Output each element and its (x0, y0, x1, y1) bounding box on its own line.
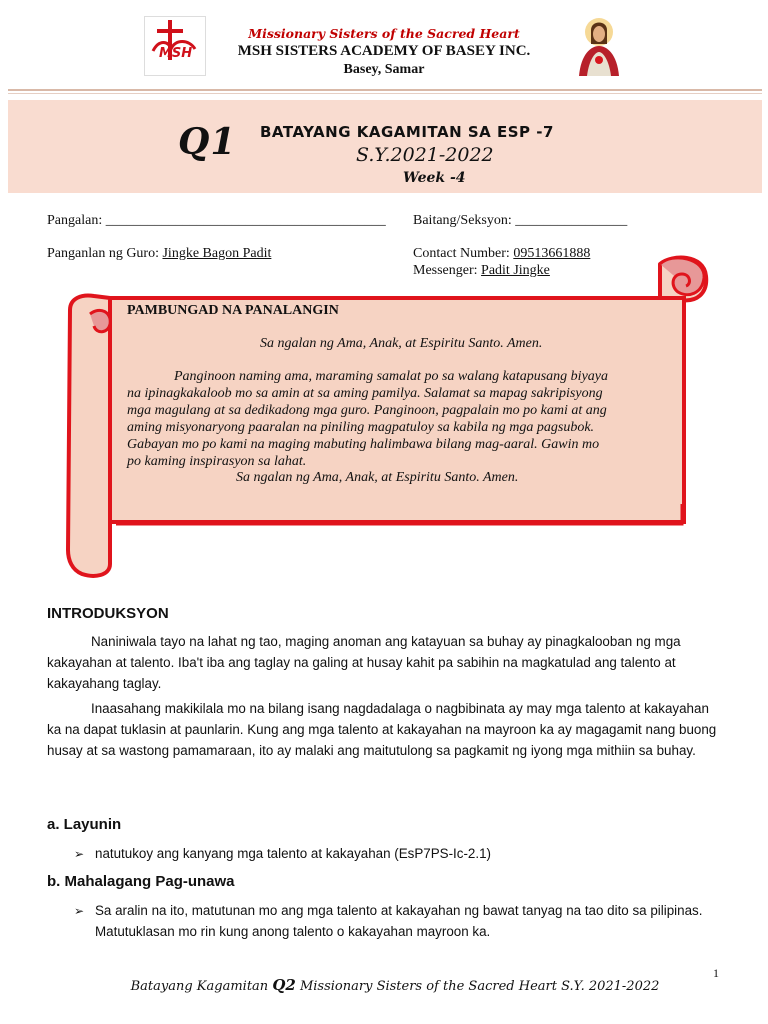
objectives-text: natutukoy ang kanyang mga talento at kakayahan (EsP7PS-Ic-2.1) (95, 846, 492, 861)
logo-text: MSH (159, 46, 193, 61)
teacher-name: Jingke Bagon Padit (162, 246, 272, 261)
contact-label: Contact Number: (413, 246, 514, 261)
prayer-opening: Sa ngalan ng Ama, Anak, at Espiritu Santo. Amen. (260, 336, 543, 351)
prayer-line: Panginoon naming ama, maraming samalat po sa walang katapusang biyaya (174, 369, 608, 384)
page-number: 1 (713, 966, 719, 980)
contact-number[interactable]: 09513661888 (513, 246, 591, 261)
prayer-line: Gabayan mo po kami na maging mabuting halimbawa bilang mag-aaral. Gawin mo (127, 437, 600, 452)
academy-location: Basey, Samar (343, 62, 425, 77)
understanding-heading: b. Mahalagang Pag-unawa (47, 873, 235, 890)
prayer-line: aming misyonaryong paaralan na piniling magpatuloy sa kabila ng mga pagsubok. (127, 420, 595, 435)
sacred-heart-image (569, 14, 629, 76)
subject-title: BATAYANG KAGAMITAN SA ESP -7 (260, 123, 554, 141)
prayer-line: mga magulang at sa dedikadong mga guro. Panginoon, pagpalain mo po kami at ang (127, 403, 607, 418)
academy-name: MSH SISTERS ACADEMY OF BASEY INC. (237, 43, 531, 59)
intro-heading: INTRODUKSYON (47, 605, 169, 622)
messenger-name[interactable]: Padit Jingke (481, 263, 550, 278)
quarter-label: Q1 (178, 121, 237, 163)
week-label: Week -4 (403, 170, 466, 186)
prayer-title: PAMBUNGAD NA PANALANGIN (127, 303, 339, 318)
prayer-line: po kaming inspirasyon sa lahat. (127, 454, 307, 469)
objectives-bullet (74, 843, 492, 865)
footer-quarter: Q2 (272, 976, 296, 994)
intro-paragraph-2: Inaasahang makikilala mo na bilang isang nagdadalaga o nagbibinata ay may mga talento at kakayahan ka na dapat tuklasin at paunlarin. Kung ang mga talento at kakayahan na mayroon ka ay magagamit nang buong husay at sa wastong pamamaraan, ito ay malaki ang maitutulong sa pagkamit ng iyong mga mithiin sa buhay. (47, 701, 717, 758)
name-field[interactable]: Pangalan: ________________________________________ (47, 213, 386, 228)
messenger-label: Messenger: (413, 263, 482, 278)
understanding-bullet (74, 900, 703, 939)
objectives-heading: a. Layunin (47, 816, 122, 833)
grade-section-field[interactable]: Baitang/Seksyon: ________________ (413, 213, 628, 228)
school-year: S.Y.2021-2022 (356, 144, 494, 166)
footer (0, 976, 768, 994)
congregation-name: Missionary Sisters of the Sacred Heart (248, 26, 520, 41)
footer-prefix: Batayang Kagamitan (130, 979, 273, 994)
prayer-line: na ipinagkakaloob mo sa amin at sa aming pamilya. Salamat sa mapag sakripisyong (127, 386, 603, 401)
intro-paragraph-1: Naniniwala tayo na lahat ng tao, maging anoman ang katayuan sa buhay ay pinagkalooban ng mga kakayahan at talento. Iba't iba ang taglay na galing at husay kahit pa sabihin na magkatulad ang talento at kakayahang taglay. (47, 634, 681, 691)
arrow-bullet-icon: ➢ (74, 904, 85, 918)
understanding-text: Sa aralin na ito, matutunan mo ang mga talento at kakayahan ng bawat tanyag na tao dito sa pilipinas. Matutuklasan mo rin kung anong talento o kakayahan mayroon ka. (95, 903, 703, 939)
footer-suffix: Missionary Sisters of the Sacred Heart S.Y. 2021-2022 (295, 979, 660, 994)
prayer-closing: Sa ngalan ng Ama, Anak, at Espiritu Santo. Amen. (236, 470, 519, 485)
header-divider-thin (8, 93, 762, 94)
arrow-bullet-icon: ➢ (74, 847, 85, 861)
header-divider (8, 89, 762, 91)
teacher-label: Panganlan ng Guro: (47, 246, 163, 261)
